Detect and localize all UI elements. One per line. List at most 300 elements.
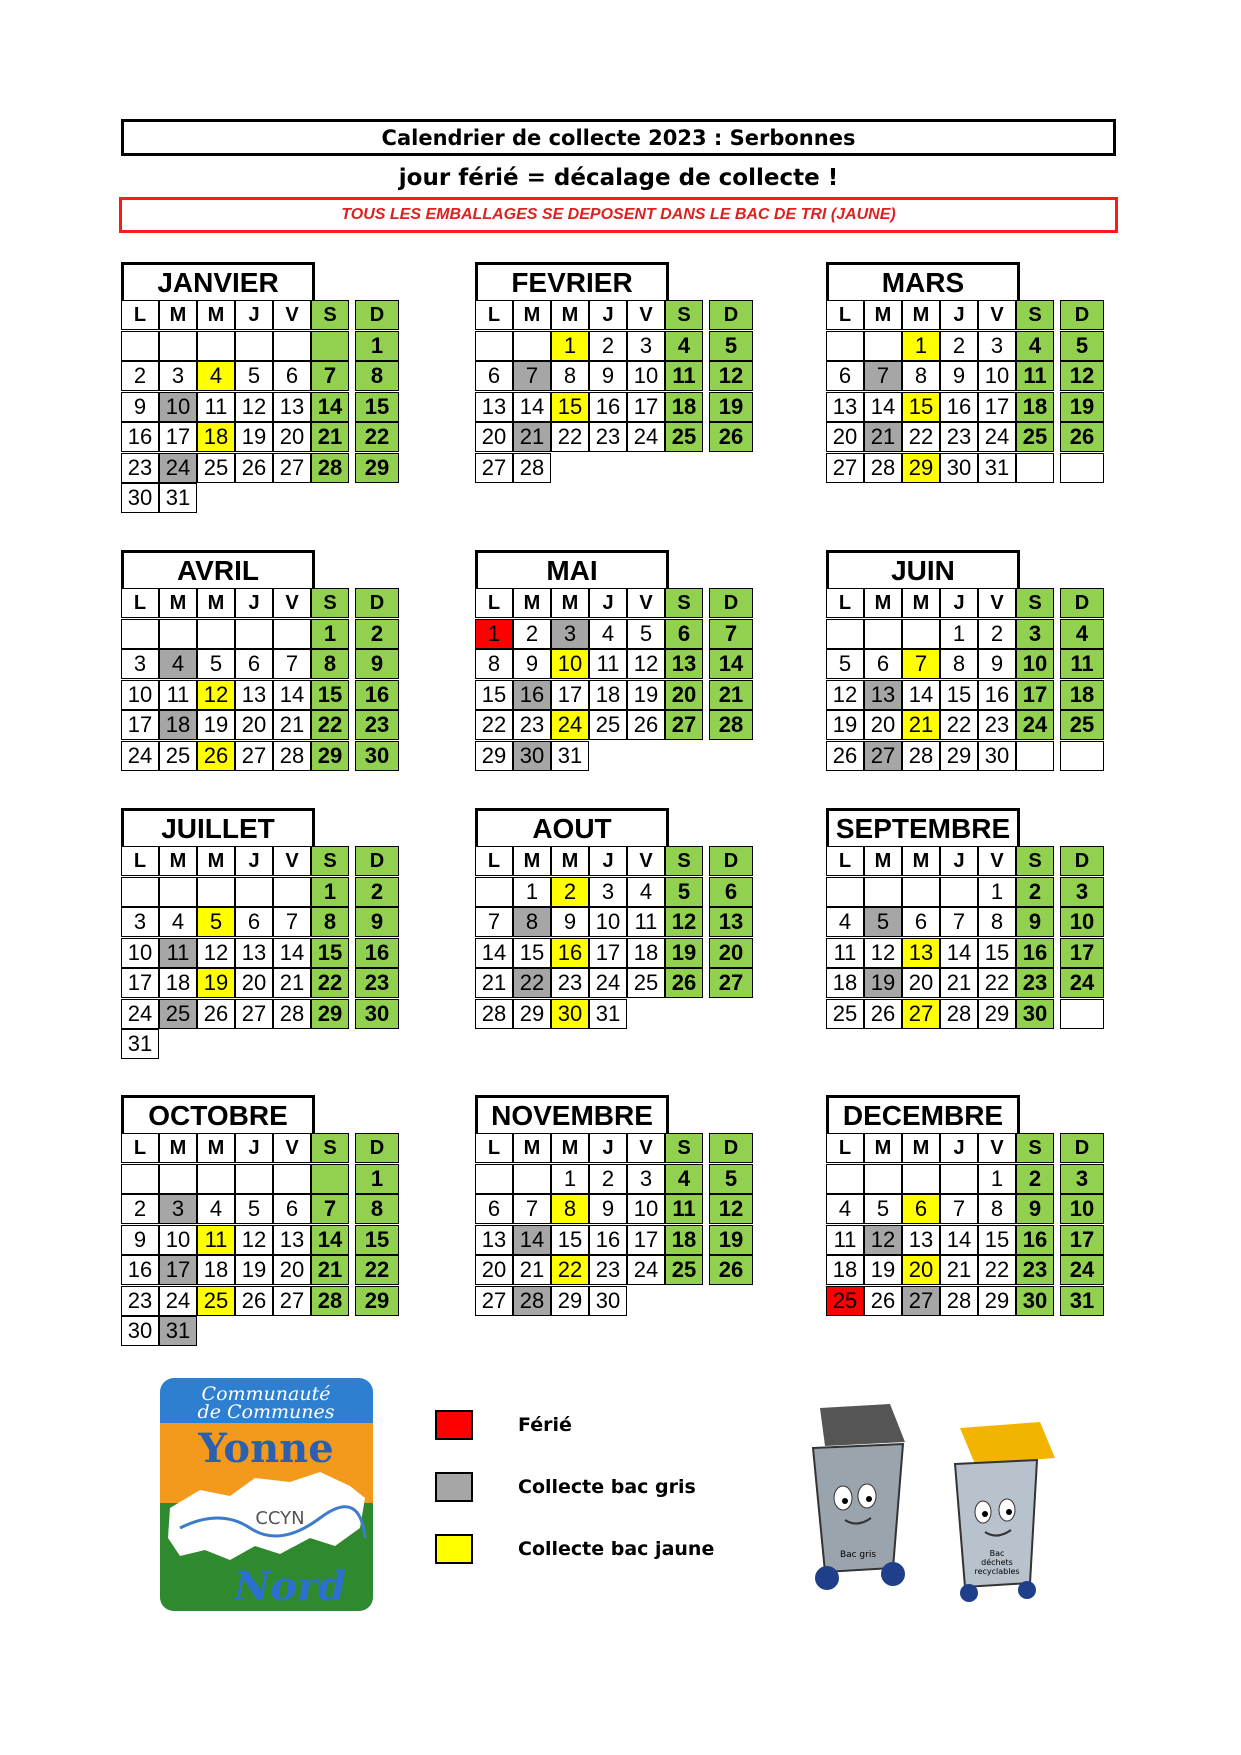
day-cell: 26	[627, 710, 665, 740]
day-cell: 2	[121, 1194, 159, 1224]
day-cell: 16	[589, 1225, 627, 1255]
svg-text:de Communes: de Communes	[197, 1401, 335, 1423]
day-cell: 28	[475, 999, 513, 1029]
day-cell: 17	[627, 392, 665, 422]
empty-cell	[475, 877, 513, 907]
day-cell: 25	[589, 710, 627, 740]
day-cell: 11	[197, 392, 235, 422]
day-header: L	[475, 846, 513, 876]
day-cell: 19	[235, 1255, 273, 1285]
day-cell: 4	[1060, 619, 1104, 649]
day-cell: 2	[1016, 1164, 1054, 1194]
month-name: MAI	[475, 550, 669, 588]
day-cell: 12	[1060, 361, 1104, 391]
day-cell: 29	[978, 1286, 1016, 1316]
day-cell: 2	[589, 331, 627, 361]
day-cell: 14	[273, 938, 311, 968]
day-cell: 20	[273, 422, 311, 452]
day-cell: 27	[826, 453, 864, 483]
day-cell: 11	[665, 361, 703, 391]
day-cell: 31	[589, 999, 627, 1029]
empty-cell	[864, 331, 902, 361]
day-header: J	[235, 588, 273, 618]
empty-cell	[475, 1164, 513, 1194]
day-cell: 1	[475, 619, 513, 649]
empty-cell	[826, 877, 864, 907]
day-cell: 31	[1060, 1286, 1104, 1316]
svg-text:déchets: déchets	[981, 1558, 1013, 1567]
day-header: S	[1016, 588, 1054, 618]
day-cell: 13	[902, 938, 940, 968]
day-cell: 28	[513, 1286, 551, 1316]
day-cell: 28	[940, 999, 978, 1029]
day-cell: 21	[864, 422, 902, 452]
day-header: S	[311, 300, 349, 330]
empty-cell	[1016, 453, 1054, 483]
day-cell: 7	[311, 361, 349, 391]
day-header: L	[475, 300, 513, 330]
empty-cell	[197, 331, 235, 361]
day-cell: 6	[475, 1194, 513, 1224]
day-cell: 5	[709, 1164, 753, 1194]
day-cell: 30	[1016, 999, 1054, 1029]
day-header: J	[940, 1133, 978, 1163]
day-header: V	[627, 846, 665, 876]
day-cell: 14	[940, 1225, 978, 1255]
day-cell: 25	[159, 999, 197, 1029]
day-cell: 18	[1060, 680, 1104, 710]
day-cell: 25	[627, 968, 665, 998]
day-cell: 13	[864, 680, 902, 710]
day-cell: 21	[513, 1255, 551, 1285]
grey-bin-icon	[813, 1404, 905, 1590]
day-cell: 1	[978, 877, 1016, 907]
day-cell: 28	[709, 710, 753, 740]
day-cell: 23	[121, 1286, 159, 1316]
day-cell: 2	[355, 619, 399, 649]
empty-cell	[273, 619, 311, 649]
day-cell: 15	[311, 680, 349, 710]
day-cell: 25	[665, 422, 703, 452]
day-cell: 15	[551, 392, 589, 422]
empty-cell	[902, 1164, 940, 1194]
day-header: V	[978, 846, 1016, 876]
day-cell: 26	[235, 453, 273, 483]
day-cell: 13	[475, 392, 513, 422]
day-cell: 15	[475, 680, 513, 710]
day-cell: 23	[1016, 1255, 1054, 1285]
svg-text:recyclables: recyclables	[974, 1567, 1020, 1576]
day-header: J	[589, 588, 627, 618]
day-header: L	[121, 1133, 159, 1163]
day-cell: 8	[311, 907, 349, 937]
day-cell: 20	[475, 1255, 513, 1285]
day-cell: 13	[709, 907, 753, 937]
day-cell: 12	[826, 680, 864, 710]
day-cell: 7	[513, 1194, 551, 1224]
day-cell: 5	[197, 907, 235, 937]
day-cell: 24	[978, 422, 1016, 452]
day-cell: 17	[159, 1255, 197, 1285]
day-header: V	[627, 300, 665, 330]
day-header: D	[1060, 588, 1104, 618]
empty-cell	[826, 331, 864, 361]
day-header: J	[235, 300, 273, 330]
day-cell: 22	[355, 1255, 399, 1285]
day-cell: 18	[197, 422, 235, 452]
day-cell: 26	[826, 741, 864, 771]
day-cell: 10	[159, 1225, 197, 1255]
day-header: M	[197, 588, 235, 618]
day-cell: 7	[940, 1194, 978, 1224]
empty-cell	[235, 619, 273, 649]
day-header: S	[665, 588, 703, 618]
day-cell: 10	[1060, 1194, 1104, 1224]
month-name: AOUT	[475, 808, 669, 846]
day-cell: 1	[355, 331, 399, 361]
day-cell: 6	[826, 361, 864, 391]
day-cell: 2	[355, 877, 399, 907]
day-cell: 24	[121, 741, 159, 771]
day-cell: 12	[197, 938, 235, 968]
day-cell: 22	[978, 1255, 1016, 1285]
day-cell: 15	[978, 1225, 1016, 1255]
legend-label-ferie: Férié	[518, 1414, 572, 1436]
empty-cell	[311, 331, 349, 361]
day-cell: 31	[121, 1029, 159, 1059]
day-cell: 8	[978, 907, 1016, 937]
day-cell: 3	[551, 619, 589, 649]
day-cell: 1	[311, 877, 349, 907]
day-header: M	[551, 846, 589, 876]
day-cell: 14	[273, 680, 311, 710]
day-cell: 1	[902, 331, 940, 361]
day-cell: 4	[826, 907, 864, 937]
day-cell: 1	[551, 331, 589, 361]
day-header: L	[826, 846, 864, 876]
day-cell: 8	[355, 1194, 399, 1224]
day-cell: 19	[665, 938, 703, 968]
day-cell: 27	[235, 741, 273, 771]
day-cell: 20	[864, 710, 902, 740]
day-cell: 19	[1060, 392, 1104, 422]
day-cell: 9	[1016, 1194, 1054, 1224]
day-cell: 21	[475, 968, 513, 998]
day-cell: 27	[864, 741, 902, 771]
day-cell: 29	[902, 453, 940, 483]
day-cell: 24	[159, 1286, 197, 1316]
svg-text:Bac: Bac	[989, 1549, 1005, 1558]
day-header: J	[589, 1133, 627, 1163]
day-cell: 26	[1060, 422, 1104, 452]
day-cell: 29	[513, 999, 551, 1029]
day-cell: 20	[902, 1255, 940, 1285]
day-cell: 30	[551, 999, 589, 1029]
day-cell: 6	[902, 1194, 940, 1224]
empty-cell	[159, 877, 197, 907]
day-cell: 23	[513, 710, 551, 740]
day-header: M	[864, 846, 902, 876]
day-header: M	[159, 846, 197, 876]
day-cell: 24	[627, 422, 665, 452]
day-cell: 27	[902, 999, 940, 1029]
day-cell: 6	[475, 361, 513, 391]
empty-cell	[902, 619, 940, 649]
day-cell: 27	[709, 968, 753, 998]
day-cell: 21	[902, 710, 940, 740]
day-header: M	[159, 1133, 197, 1163]
day-cell: 25	[826, 1286, 864, 1316]
day-cell: 3	[1060, 877, 1104, 907]
day-cell: 26	[665, 968, 703, 998]
day-cell: 3	[159, 361, 197, 391]
day-cell: 26	[864, 1286, 902, 1316]
day-header: S	[1016, 1133, 1054, 1163]
day-cell: 17	[1060, 938, 1104, 968]
day-cell: 7	[709, 619, 753, 649]
day-header: S	[665, 1133, 703, 1163]
day-header: M	[159, 588, 197, 618]
day-cell: 18	[665, 1225, 703, 1255]
day-cell: 8	[513, 907, 551, 937]
day-cell: 3	[978, 331, 1016, 361]
day-header: S	[665, 846, 703, 876]
month-name: JUILLET	[121, 808, 315, 846]
day-header: J	[940, 846, 978, 876]
day-cell: 21	[311, 1255, 349, 1285]
day-cell: 24	[121, 999, 159, 1029]
day-cell: 3	[627, 1164, 665, 1194]
day-cell: 4	[159, 907, 197, 937]
day-header: D	[709, 588, 753, 618]
day-cell: 18	[1016, 392, 1054, 422]
day-header: L	[121, 300, 159, 330]
day-cell: 2	[551, 877, 589, 907]
day-header: L	[475, 1133, 513, 1163]
day-cell: 27	[475, 1286, 513, 1316]
empty-cell	[864, 1164, 902, 1194]
day-cell: 21	[273, 968, 311, 998]
day-header: M	[513, 846, 551, 876]
day-cell: 9	[551, 907, 589, 937]
day-cell: 7	[475, 907, 513, 937]
day-cell: 21	[311, 422, 349, 452]
day-cell: 20	[235, 968, 273, 998]
day-header: D	[1060, 1133, 1104, 1163]
day-cell: 22	[311, 710, 349, 740]
day-cell: 27	[273, 1286, 311, 1316]
day-header: V	[627, 588, 665, 618]
month-name: NOVEMBRE	[475, 1095, 669, 1133]
day-cell: 11	[1016, 361, 1054, 391]
day-cell: 9	[1016, 907, 1054, 937]
empty-cell	[273, 1164, 311, 1194]
day-cell: 6	[902, 907, 940, 937]
day-cell: 27	[273, 453, 311, 483]
day-cell: 19	[709, 1225, 753, 1255]
day-cell: 23	[1016, 968, 1054, 998]
day-cell: 4	[589, 619, 627, 649]
day-cell: 12	[864, 1225, 902, 1255]
day-cell: 8	[902, 361, 940, 391]
day-cell: 2	[978, 619, 1016, 649]
day-cell: 19	[709, 392, 753, 422]
empty-cell	[235, 331, 273, 361]
day-header: L	[826, 300, 864, 330]
legend-ferie	[435, 1410, 473, 1440]
empty-cell	[197, 1164, 235, 1194]
svg-text:Nord: Nord	[233, 1563, 347, 1610]
day-header: V	[978, 300, 1016, 330]
day-cell: 6	[665, 619, 703, 649]
day-header: M	[197, 300, 235, 330]
day-cell: 2	[513, 619, 551, 649]
day-cell: 18	[826, 1255, 864, 1285]
day-cell: 5	[235, 361, 273, 391]
day-cell: 14	[940, 938, 978, 968]
empty-cell	[273, 877, 311, 907]
day-header: M	[864, 588, 902, 618]
svg-text:Communauté: Communauté	[201, 1383, 331, 1405]
day-cell: 28	[273, 999, 311, 1029]
empty-cell	[197, 877, 235, 907]
day-cell: 5	[709, 331, 753, 361]
day-cell: 30	[355, 741, 399, 771]
day-cell: 30	[121, 483, 159, 513]
legend-swatch-jaune	[435, 1534, 473, 1564]
day-cell: 16	[551, 938, 589, 968]
day-cell: 21	[940, 968, 978, 998]
day-cell: 27	[235, 999, 273, 1029]
day-cell: 31	[159, 1316, 197, 1346]
day-cell: 20	[235, 710, 273, 740]
day-cell: 4	[197, 1194, 235, 1224]
day-cell: 19	[197, 968, 235, 998]
day-cell: 3	[589, 877, 627, 907]
day-header: S	[1016, 300, 1054, 330]
day-cell: 15	[902, 392, 940, 422]
day-cell: 22	[513, 968, 551, 998]
empty-cell	[235, 877, 273, 907]
day-cell: 9	[589, 1194, 627, 1224]
day-cell: 29	[311, 999, 349, 1029]
day-cell: 2	[1016, 877, 1054, 907]
empty-cell	[159, 331, 197, 361]
day-header: V	[273, 300, 311, 330]
day-cell: 28	[940, 1286, 978, 1316]
day-cell: 23	[355, 710, 399, 740]
empty-cell	[864, 877, 902, 907]
day-cell: 31	[978, 453, 1016, 483]
month-name: AVRIL	[121, 550, 315, 588]
day-cell: 8	[551, 361, 589, 391]
day-cell: 7	[940, 907, 978, 937]
day-cell: 15	[940, 680, 978, 710]
day-cell: 3	[159, 1194, 197, 1224]
day-cell: 16	[978, 680, 1016, 710]
day-cell: 30	[1016, 1286, 1054, 1316]
day-cell: 22	[551, 422, 589, 452]
day-cell: 10	[627, 361, 665, 391]
month-name: MARS	[826, 262, 1020, 300]
day-cell: 16	[355, 938, 399, 968]
day-cell: 12	[235, 392, 273, 422]
empty-cell	[121, 331, 159, 361]
day-cell: 7	[513, 361, 551, 391]
day-cell: 18	[159, 968, 197, 998]
day-cell: 26	[235, 1286, 273, 1316]
day-header: M	[902, 846, 940, 876]
day-cell: 23	[589, 422, 627, 452]
day-cell: 21	[940, 1255, 978, 1285]
day-cell: 22	[551, 1255, 589, 1285]
day-cell: 21	[273, 710, 311, 740]
day-cell: 15	[978, 938, 1016, 968]
day-cell: 3	[121, 907, 159, 937]
day-header: S	[311, 846, 349, 876]
day-cell: 12	[864, 938, 902, 968]
day-cell: 17	[551, 680, 589, 710]
day-cell: 17	[159, 422, 197, 452]
day-cell: 15	[355, 1225, 399, 1255]
day-cell: 22	[355, 422, 399, 452]
day-cell: 17	[1016, 680, 1054, 710]
legend-jaune	[435, 1534, 473, 1564]
day-cell: 8	[978, 1194, 1016, 1224]
day-cell: 5	[1060, 331, 1104, 361]
empty-cell	[159, 1164, 197, 1194]
day-cell: 28	[273, 741, 311, 771]
day-cell: 30	[513, 741, 551, 771]
day-cell: 10	[551, 649, 589, 679]
day-cell: 13	[902, 1225, 940, 1255]
empty-cell	[826, 619, 864, 649]
day-cell: 25	[159, 741, 197, 771]
day-cell: 5	[826, 649, 864, 679]
day-cell: 6	[273, 361, 311, 391]
day-cell: 19	[235, 422, 273, 452]
day-header: V	[273, 1133, 311, 1163]
day-cell: 18	[627, 938, 665, 968]
day-cell: 19	[864, 1255, 902, 1285]
day-cell: 7	[902, 649, 940, 679]
day-cell: 26	[197, 999, 235, 1029]
day-cell: 28	[311, 1286, 349, 1316]
day-cell: 12	[235, 1225, 273, 1255]
day-cell: 4	[665, 1164, 703, 1194]
day-cell: 30	[978, 741, 1016, 771]
svg-text:CCYN: CCYN	[255, 1508, 305, 1529]
day-cell: 30	[940, 453, 978, 483]
day-cell: 23	[121, 453, 159, 483]
day-cell: 29	[475, 741, 513, 771]
day-cell: 1	[513, 877, 551, 907]
empty-cell	[513, 331, 551, 361]
day-cell: 13	[235, 680, 273, 710]
day-cell: 3	[121, 649, 159, 679]
day-cell: 5	[235, 1194, 273, 1224]
day-header: D	[709, 1133, 753, 1163]
day-cell: 10	[159, 392, 197, 422]
day-header: M	[864, 1133, 902, 1163]
day-header: D	[355, 1133, 399, 1163]
empty-cell	[1060, 453, 1104, 483]
empty-cell	[121, 877, 159, 907]
day-header: D	[355, 846, 399, 876]
month-name: JUIN	[826, 550, 1020, 588]
day-cell: 22	[978, 968, 1016, 998]
day-cell: 24	[589, 968, 627, 998]
